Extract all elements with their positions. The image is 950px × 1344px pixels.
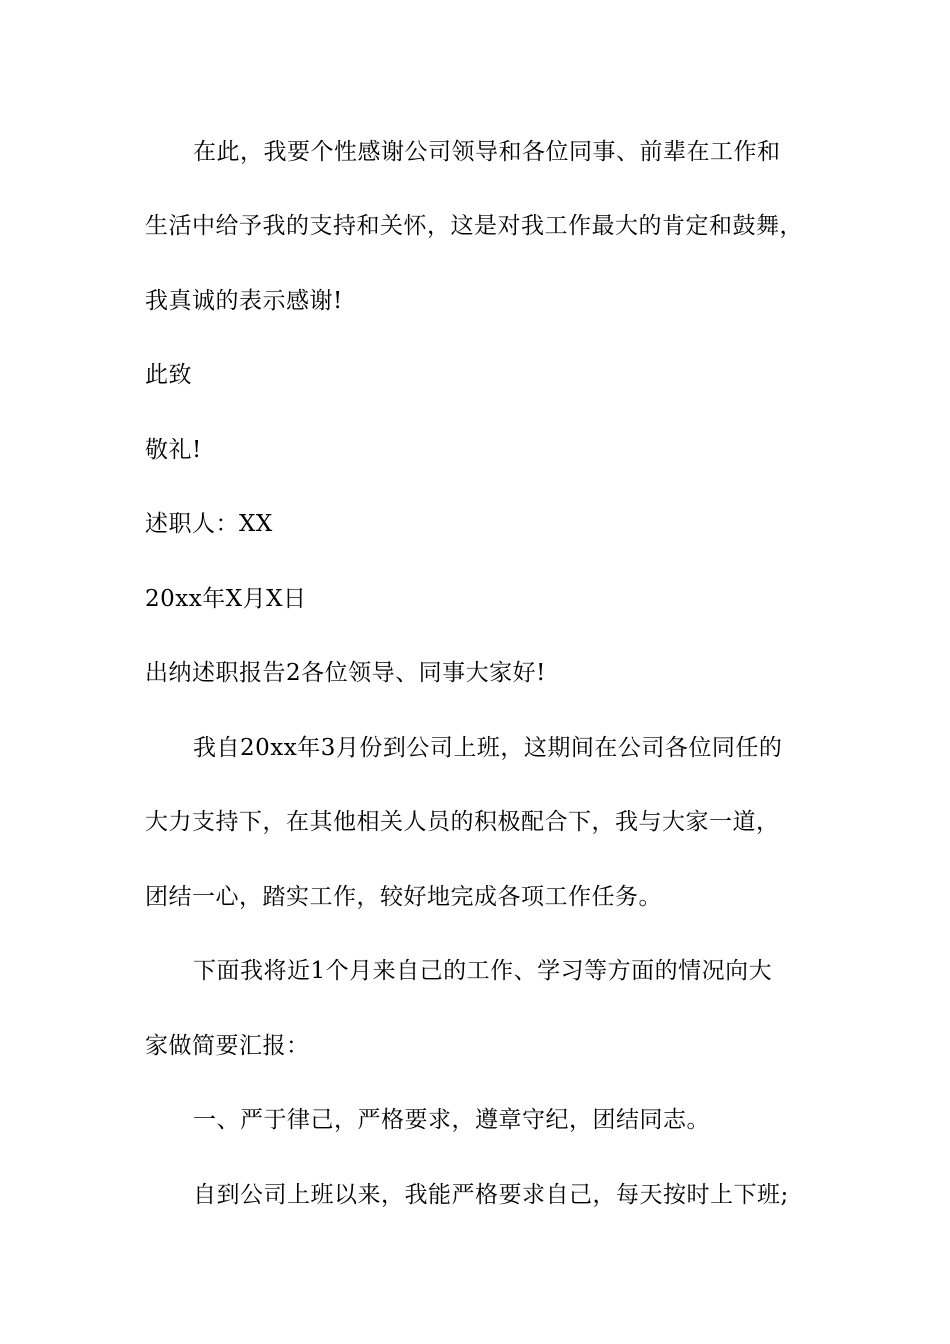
paragraph-line: 在此，我要个性感谢公司领导和各位同事、前辈在工作和 [193,139,781,165]
paragraph-line: 团结一心，踏实工作，较好地完成各项工作任务。 [145,884,662,910]
closing-regards: 敬礼! [145,437,202,463]
paragraph-line: 我真诚的表示感谢! [145,288,343,314]
paragraph-line: 我自20xx年3月份到公司上班，这期间在公司各位同任的 [193,735,783,761]
paragraph-line: 生活中给予我的支持和关怀，这是对我工作最大的肯定和鼓舞， [145,213,803,239]
closing-salutation: 此致 [145,362,192,388]
paragraph-line: 自到公司上班以来，我能严格要求自己，每天按时上下班; [193,1182,789,1208]
paragraph-line: 下面我将近1个月来自己的工作、学习等方面的情况向大 [193,958,773,984]
subsection-heading: 一、严于律己，严格要求，遵章守纪，团结同志。 [193,1107,710,1133]
date-line: 20xx年X月X日 [145,586,307,612]
paragraph-line: 大力支持下，在其他相关人员的积极配合下，我与大家一道， [145,809,780,835]
paragraph-line: 家做简要汇报： [145,1033,310,1059]
section-heading: 出纳述职报告2各位领导、同事大家好! [145,660,546,686]
signature-line: 述职人：XX [145,511,273,537]
